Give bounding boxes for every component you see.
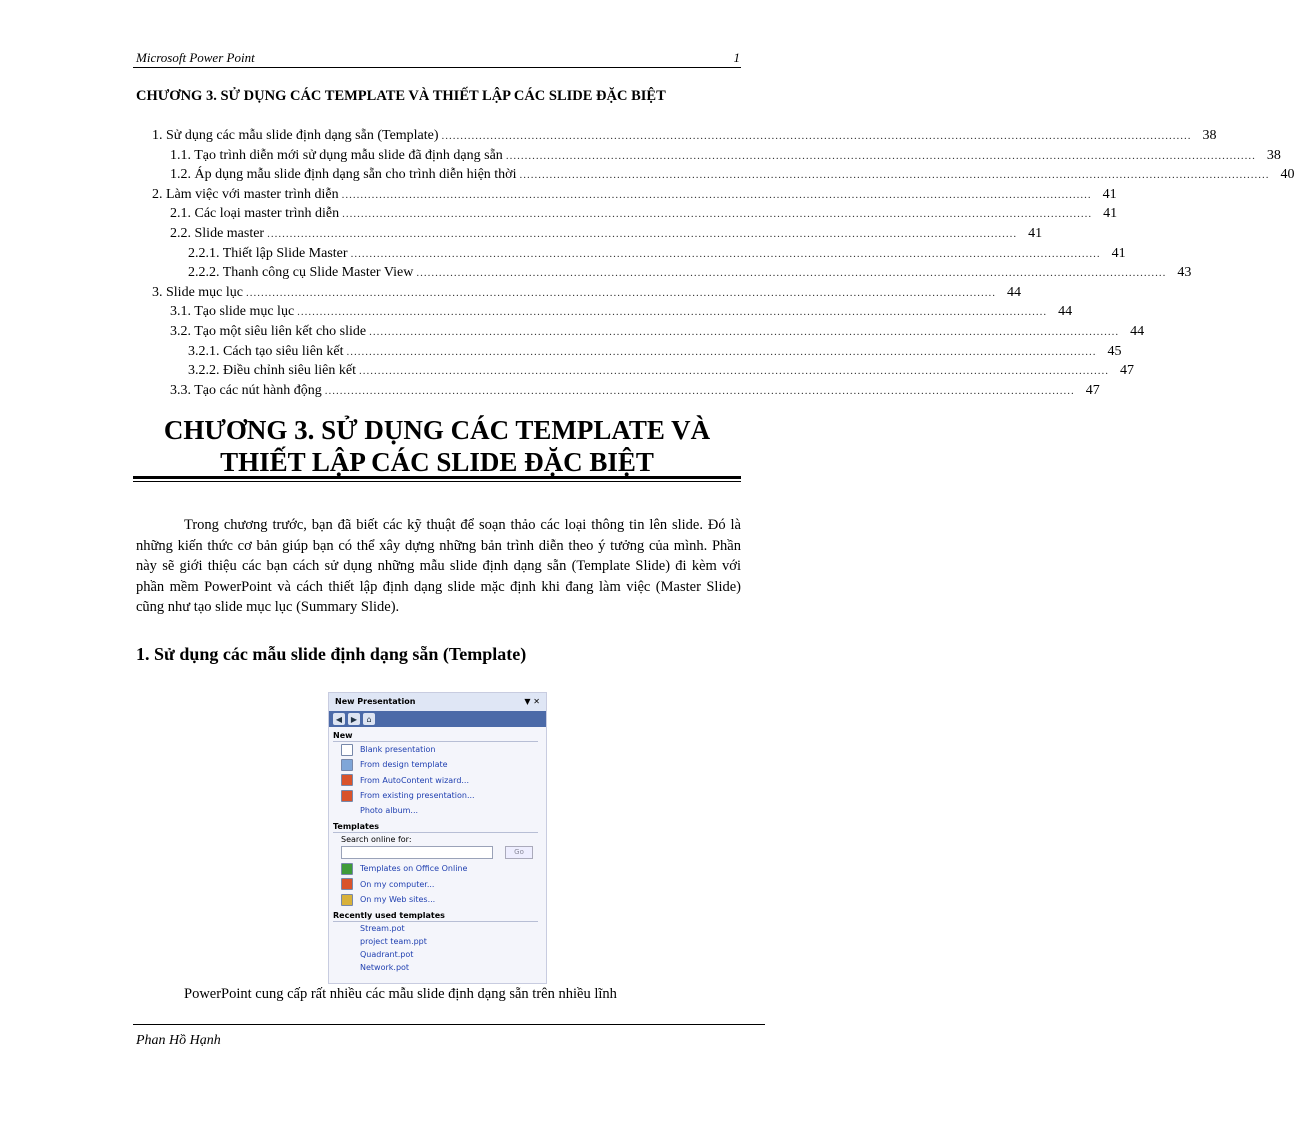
search-label: Search online for: xyxy=(341,835,412,845)
item-icon xyxy=(341,790,353,802)
toc-leader-dots: ........................................................................................................................................................................................................ xyxy=(342,208,1093,221)
intro-paragraph: Trong chương trước, bạn đã biết các kỹ thuật để soạn thảo các loại thông tin lên slide. Đó là những kiến thức cơ bản giúp bạn có thể xây dựng những bản trình diễn theo ý tưởng của mình. Phần này sẽ giới thiệu các bạn cách sử dụng những mẫu slide định dạng sẵn (Template Slide) đi kèm với phần mềm PowerPoint và cách thiết lập định dạng slide mặc định khi đang làm việc (Master Slide) cũng như tạo slide mục lục (Summary Slide). xyxy=(136,517,741,615)
toc-entry-text: 1.1. Tạo trình diễn mới sử dụng mẫu slide đã định dạng sẵn xyxy=(170,147,503,163)
panel-link-item[interactable] xyxy=(329,803,546,818)
panel-link-item[interactable] xyxy=(329,742,546,757)
toc-entry-text: 3.2. Tạo một siêu liên kết cho slide xyxy=(170,323,367,339)
back-icon[interactable]: ◀ xyxy=(333,713,345,725)
toc-entry-text: 3. Slide mục lục xyxy=(152,284,243,300)
toc-entry-page: 44 xyxy=(1058,304,1073,320)
toc-entry-text: 2.2.1. Thiết lập Slide Master xyxy=(188,245,348,261)
item-icon xyxy=(341,878,353,890)
new-presentation-panel xyxy=(328,692,547,984)
toc-entry[interactable] xyxy=(136,283,1021,303)
panel-link-item[interactable] xyxy=(329,892,546,907)
search-input[interactable] xyxy=(341,846,493,859)
toc-entry[interactable] xyxy=(136,244,1126,264)
toc-entry-text: 2.2.2. Thanh công cụ Slide Master View xyxy=(188,265,414,281)
toc-leader-dots: ........................................................................................................................................................................................................ xyxy=(416,267,1167,280)
panel-section-recent: Recently used templates xyxy=(333,911,538,922)
toc-entry-page: 41 xyxy=(1111,245,1126,261)
panel-section-templates: Templates xyxy=(333,822,538,833)
chapter-rule-thick xyxy=(133,476,741,479)
header-title: Microsoft Power Point xyxy=(136,50,255,65)
panel-nav-bar xyxy=(329,711,546,727)
toc-leader-dots: ........................................................................................................................................................................................................ xyxy=(297,306,1048,319)
recent-items-list xyxy=(329,922,546,974)
item-label: From existing presentation... xyxy=(360,790,475,800)
toc-entry-page: 38 xyxy=(1202,128,1217,143)
recent-template-link[interactable]: project team.ppt xyxy=(360,937,427,947)
footer-rule xyxy=(133,1024,765,1025)
template-items-list xyxy=(329,861,546,907)
toc-leader-dots: ........................................................................................................................................................................................................ xyxy=(267,227,1018,240)
toc-entry-page: 45 xyxy=(1107,343,1122,359)
item-icon xyxy=(341,774,353,786)
toc-entry[interactable] xyxy=(136,342,1122,362)
toc-entry-page: 41 xyxy=(1103,206,1118,222)
item-icon xyxy=(341,744,353,756)
toc-entry[interactable] xyxy=(136,185,1117,205)
page-number: 1 xyxy=(733,50,740,65)
toc-leader-dots: ........................................................................................................................................................................................................ xyxy=(324,384,1075,397)
item-label: From AutoContent wizard... xyxy=(360,775,470,785)
toc-entry-page: 47 xyxy=(1119,363,1134,379)
table-of-contents xyxy=(136,126,1294,400)
panel-title-bar xyxy=(329,693,546,711)
toc-entry-text: 3.2.1. Cách tạo siêu liên kết xyxy=(188,343,344,359)
go-button[interactable]: Go xyxy=(505,846,533,859)
toc-entry-text: 2. Làm việc với master trình diễn xyxy=(152,186,339,202)
item-label: On my computer... xyxy=(360,879,435,889)
toc-leader-dots: ........................................................................................................................................................................................................ xyxy=(519,169,1270,182)
outro-paragraph: PowerPoint cung cấp rất nhiều các mẫu slide định dạng sẵn trên nhiều lĩnh xyxy=(184,986,617,1002)
toc-entry[interactable] xyxy=(136,146,1281,166)
item-icon xyxy=(341,863,353,875)
toc-entry-text: 3.3. Tạo các nút hành động xyxy=(170,382,322,398)
item-icon xyxy=(341,759,353,771)
toc-leader-dots: ........................................................................................................................................................................................................ xyxy=(346,345,1097,358)
toc-entry-page: 43 xyxy=(1177,265,1192,281)
toc-entry-page: 41 xyxy=(1102,186,1117,202)
toc-entry-page: 41 xyxy=(1028,225,1043,241)
panel-link-item[interactable] xyxy=(329,861,546,876)
toc-leader-dots: ........................................................................................................................................................................................................ xyxy=(369,325,1120,338)
toc-leader-dots: ........................................................................................................................................................................................................ xyxy=(341,188,1092,201)
toc-entry-text: 3.2.2. Điều chỉnh siêu liên kết xyxy=(188,363,356,379)
recent-template-link[interactable]: Quadrant.pot xyxy=(360,950,414,960)
item-label: On my Web sites... xyxy=(360,895,436,905)
panel-link-item[interactable] xyxy=(329,757,546,772)
toc-entry-page: 40 xyxy=(1280,167,1294,183)
panel-section-new: New xyxy=(333,731,538,742)
recent-template-link[interactable]: Network.pot xyxy=(360,963,410,973)
item-label: From design template xyxy=(360,760,448,770)
panel-link-item[interactable] xyxy=(329,788,546,803)
toc-entry-page: 38 xyxy=(1266,147,1281,163)
toc-entry[interactable] xyxy=(136,322,1145,342)
toc-leader-dots: ........................................................................................................................................................................................................ xyxy=(350,247,1101,260)
footer-author: Phan Hồ Hạnh xyxy=(136,1033,221,1048)
toc-entry[interactable] xyxy=(136,165,1294,185)
chapter-heading xyxy=(133,414,741,478)
chapter-heading-line2: THIẾT LẬP CÁC SLIDE ĐẶC BIỆT xyxy=(220,447,654,477)
home-icon[interactable]: ⌂ xyxy=(363,713,375,725)
item-icon xyxy=(341,894,353,906)
toc-entry[interactable] xyxy=(136,263,1192,283)
item-label: Blank presentation xyxy=(360,745,436,754)
toc-entry-text: 1. Sử dụng các mẫu slide định dạng sẵn (Template) xyxy=(152,128,439,143)
toc-title: CHƯƠNG 3. SỬ DỤNG CÁC TEMPLATE VÀ THIẾT LẬP CÁC SLIDE ĐẶC BIỆT xyxy=(136,88,666,104)
chapter-heading-line1: CHƯƠNG 3. SỬ DỤNG CÁC TEMPLATE VÀ xyxy=(163,415,711,445)
item-label: Templates on Office Online xyxy=(360,864,468,874)
toc-entry-text: 2.2. Slide master xyxy=(170,225,265,241)
panel-link-item[interactable] xyxy=(329,773,546,788)
toc-leader-dots: ........................................................................................................................................................................................................ xyxy=(246,286,996,299)
panel-link-item[interactable] xyxy=(329,877,546,892)
section-heading: 1. Sử dụng các mẫu slide định dạng sẵn (Template) xyxy=(136,644,527,664)
header-rule xyxy=(133,67,741,68)
toc-entry[interactable] xyxy=(136,204,1118,224)
toc-entry-text: 3.1. Tạo slide mục lục xyxy=(170,304,295,320)
toc-entry[interactable] xyxy=(136,361,1134,381)
toc-entry-text: 1.2. Áp dụng mẫu slide định dạng sẵn cho trình diễn hiện thời xyxy=(170,167,517,183)
toc-leader-dots: ........................................................................................................................................................................................................ xyxy=(505,149,1256,162)
toc-entry[interactable] xyxy=(136,126,1217,146)
toc-leader-dots: ........................................................................................................................................................................................................ xyxy=(441,130,1192,142)
new-items-list xyxy=(329,742,546,818)
panel-title: New Presentation xyxy=(335,697,416,706)
toc-entry[interactable] xyxy=(136,381,1100,401)
toc-entry[interactable] xyxy=(136,302,1073,322)
search-row xyxy=(341,846,546,859)
recent-template-link[interactable]: Stream.pot xyxy=(360,924,405,934)
toc-entry-page: 44 xyxy=(1007,284,1021,300)
toc-entry[interactable] xyxy=(136,224,1043,244)
toc-entry-page: 44 xyxy=(1130,323,1145,339)
toc-leader-dots: ........................................................................................................................................................................................................ xyxy=(358,365,1109,378)
chapter-rule-thin xyxy=(133,481,741,482)
panel-close-icon[interactable]: ▼ ✕ xyxy=(524,697,540,706)
forward-icon[interactable]: ▶ xyxy=(348,713,360,725)
item-label: Photo album... xyxy=(360,806,419,816)
toc-entry-text: 2.1. Các loại master trình diễn xyxy=(170,206,340,222)
toc-entry-page: 47 xyxy=(1085,382,1100,398)
